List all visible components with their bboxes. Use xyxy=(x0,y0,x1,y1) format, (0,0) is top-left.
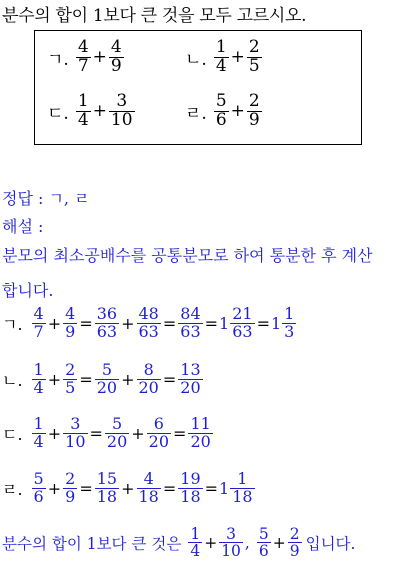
fraction: $\frac{2}{9}$ xyxy=(65,469,76,506)
equals-sign: = xyxy=(79,313,93,333)
fraction: $\frac{2}{5}$ xyxy=(65,360,76,397)
plus-sign: + xyxy=(47,369,62,389)
fraction: $\frac{19}{18}$ xyxy=(180,469,201,506)
mixed-number: 1 $\frac{1}{18}$ xyxy=(219,469,253,506)
option-g xyxy=(47,39,125,76)
fraction: $\frac{1}{4}$ xyxy=(77,91,89,130)
option-label: ㄴ. xyxy=(185,49,207,70)
equals-sign: = xyxy=(89,423,103,443)
equals-sign: = xyxy=(173,423,187,443)
options-box xyxy=(34,30,362,145)
plus-sign: + xyxy=(121,369,135,389)
plus-sign: + xyxy=(230,47,245,68)
plus-sign: + xyxy=(121,478,135,498)
equals-sign: = xyxy=(162,369,177,389)
separator: , xyxy=(244,533,250,552)
fraction: $\frac{4}{7}$ xyxy=(77,37,89,76)
fraction: $\frac{5}{6}$ xyxy=(33,469,44,506)
question-text: 분수의 합이 1보다 큰 것을 모두 고르시오. xyxy=(2,6,307,26)
fraction: $\frac{5}{20}$ xyxy=(96,360,118,397)
plus-sign: + xyxy=(47,313,62,333)
explanation-title: 해설 : xyxy=(2,217,44,236)
calc-label: ㄴ. xyxy=(2,370,23,390)
conclusion-suffix: 입니다. xyxy=(305,534,356,553)
plus-sign: + xyxy=(47,423,62,443)
fraction: $\frac{6}{20}$ xyxy=(148,414,170,451)
fraction: $\frac{2}{9}$ xyxy=(248,91,260,130)
mixed-number: 1 $\frac{21}{63}$ xyxy=(219,304,253,341)
fraction: $\frac{5}{6}$ xyxy=(215,91,227,130)
fraction: $\frac{48}{63}$ xyxy=(138,304,159,341)
fraction: $\frac{4}{9}$ xyxy=(110,37,122,76)
fraction: $\frac{11}{20}$ xyxy=(190,414,211,451)
fraction: $\frac{36}{63}$ xyxy=(96,304,118,341)
plus-sign: + xyxy=(121,313,135,333)
calc-label: ㄹ. xyxy=(2,479,23,499)
fraction: $\frac{8}{20}$ xyxy=(138,360,159,397)
equals-sign: = xyxy=(79,369,93,389)
fraction: $\frac{4}{9}$ xyxy=(65,304,76,341)
equals-sign: = xyxy=(204,313,219,333)
calc-label: ㄱ. xyxy=(2,314,23,334)
fraction: $\frac{15}{18}$ xyxy=(96,469,118,506)
explanation-text-2: 합니다. xyxy=(2,281,54,300)
equals-sign: = xyxy=(256,313,270,333)
fraction: $\frac{4}{7}$ xyxy=(33,304,44,341)
calc-label: ㄷ. xyxy=(2,424,23,444)
fraction: $\frac{3}{10}$ xyxy=(65,414,86,451)
option-n xyxy=(185,39,263,76)
fraction: $\frac{5}{20}$ xyxy=(106,414,128,451)
explanation-text-1: 분모의 최소공배수를 공통분모로 하여 통분한 후 계산 xyxy=(2,246,373,265)
plus-sign: + xyxy=(131,423,145,443)
fraction: $\frac{1}{4}$ xyxy=(215,37,227,76)
equals-sign: = xyxy=(162,478,177,498)
option-label: ㄹ. xyxy=(185,103,207,124)
equals-sign: = xyxy=(204,478,219,498)
fraction: $\frac{2}{5}$ xyxy=(248,37,260,76)
fraction: $\frac{3}{10}$ xyxy=(221,525,241,561)
plus-sign: + xyxy=(92,101,107,122)
fraction: $\frac{5}{6}$ xyxy=(258,525,269,561)
fraction: $\frac{3}{10}$ xyxy=(110,91,133,130)
calc-row-r xyxy=(2,471,256,506)
option-label: ㄱ. xyxy=(47,49,69,70)
fraction: $\frac{13}{20}$ xyxy=(180,360,201,397)
fraction: $\frac{2}{9}$ xyxy=(289,525,300,561)
option-r xyxy=(185,93,263,130)
plus-sign: + xyxy=(47,478,62,498)
plus-sign: + xyxy=(92,47,107,68)
mixed-number: 1 $\frac{1}{3}$ xyxy=(270,304,295,341)
fraction: $\frac{1}{4}$ xyxy=(33,414,44,451)
option-d xyxy=(47,93,136,130)
option-label: ㄷ. xyxy=(47,103,69,124)
fraction: $\frac{1}{4}$ xyxy=(33,360,44,397)
equals-sign: = xyxy=(79,478,93,498)
equals-sign: = xyxy=(162,313,177,333)
conclusion-line xyxy=(2,526,355,560)
plus-sign: + xyxy=(230,101,245,122)
fraction: $\frac{4}{18}$ xyxy=(138,469,159,506)
fraction: $\frac{1}{4}$ xyxy=(190,525,201,561)
calc-row-g xyxy=(2,306,297,341)
calc-row-d xyxy=(2,416,214,451)
fraction: $\frac{84}{63}$ xyxy=(180,304,201,341)
calc-row-n xyxy=(2,362,204,397)
plus-sign: + xyxy=(204,533,218,552)
conclusion-prefix: 분수의 합이 1보다 큰 것은 xyxy=(2,534,182,553)
plus-sign: + xyxy=(272,533,286,552)
answer-line: 정답 : ㄱ, ㄹ xyxy=(2,189,90,208)
